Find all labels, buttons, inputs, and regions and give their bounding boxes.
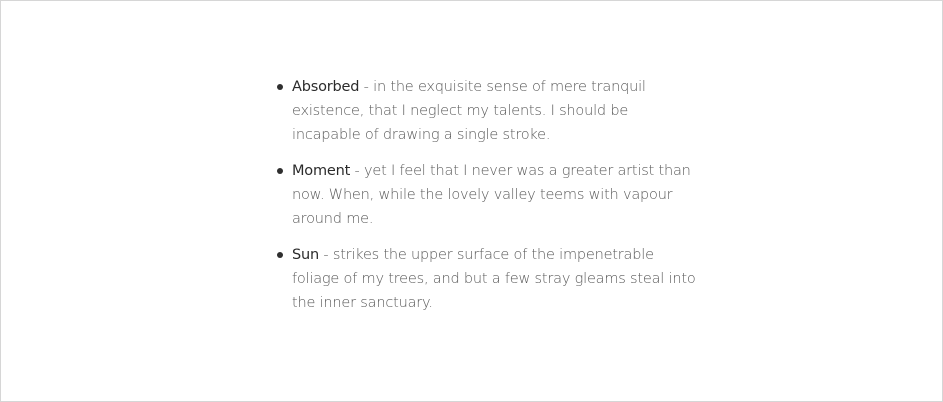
list-item [292,159,697,231]
list-item [292,75,697,147]
list-item-term: Sun [292,247,319,263]
list-item-separator: - [350,163,364,179]
list-item-text: in the exquisite sense of mere tranquil existence, that I neglect my talents. I should be incapable of drawing a single stroke. [292,79,646,143]
list-item [292,243,697,315]
list-item-term: Moment [292,163,351,179]
bullet-list [292,75,697,327]
list-item-text: yet I feel that I never was a greater artist than now. When, while the lovely valley teems with vapour around me. [292,163,691,227]
list-item-separator: - [359,79,374,95]
list-item-text: strikes the upper surface of the impenetrable foliage of my trees, and but a few stray gleams steal into the inner sanctuary. [292,247,696,311]
list-item-separator: - [318,247,333,263]
list-item-term: Absorbed [292,79,360,95]
